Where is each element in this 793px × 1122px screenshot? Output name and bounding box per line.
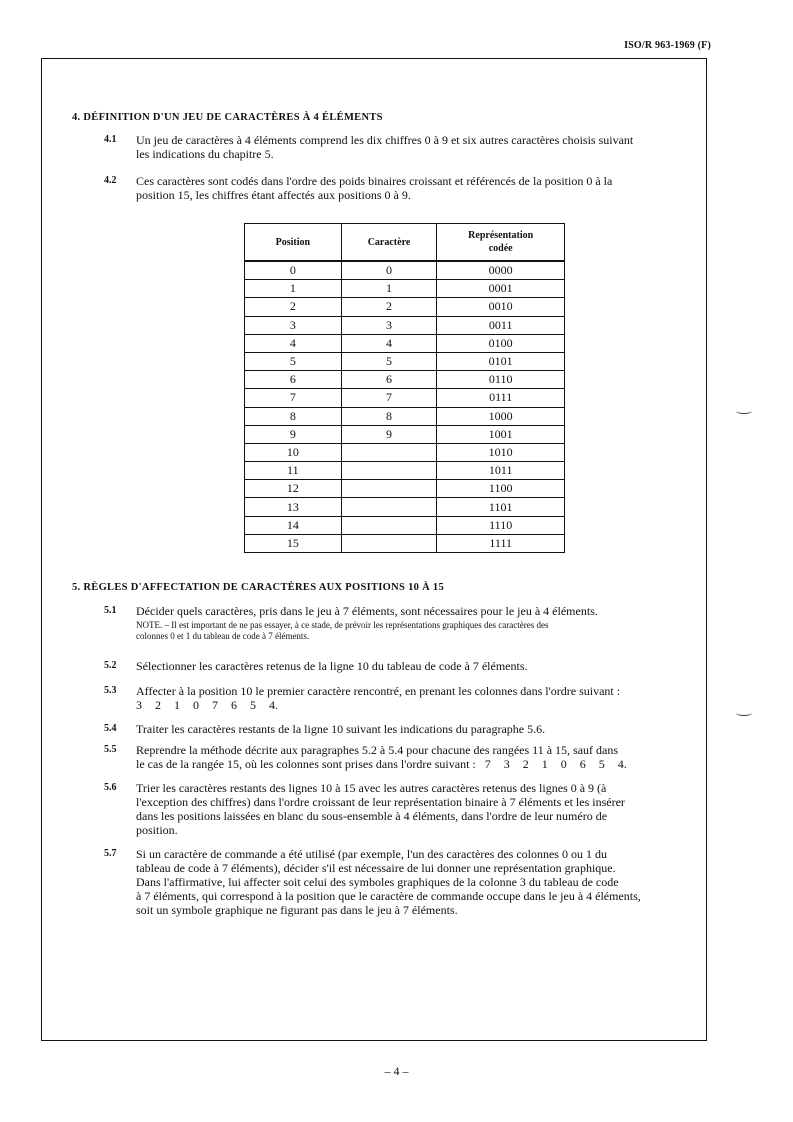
coded-representation-cell: 1001 [437, 425, 565, 443]
coded-representation-cell: 1010 [437, 443, 565, 461]
character-cell: 7 [341, 389, 437, 407]
paragraph-number: 5.6 [104, 782, 117, 793]
table-row [245, 280, 565, 298]
paragraph-5-5 [104, 743, 684, 771]
text-line: Traiter les caractères restants de la ligne 10 suivant les indications du paragraphe 5.6. [136, 722, 546, 736]
coded-representation-cell: 0000 [437, 261, 565, 280]
paragraph-5-7 [104, 847, 684, 917]
position-cell: 2 [245, 298, 342, 316]
column-header-coded-representation: Représentation codée [437, 224, 565, 262]
paragraph-number: 5.1 [104, 605, 117, 616]
margin-mark [736, 710, 752, 716]
note-line: NOTE. – Il est important de ne pas essayer, à ce stade, de prévoir les représentations graphiques des caractères des [136, 620, 549, 630]
character-cell: 6 [341, 371, 437, 389]
character-cell [341, 443, 437, 461]
character-cell [341, 498, 437, 516]
position-cell: 0 [245, 261, 342, 280]
paragraph-5-1 [104, 604, 684, 642]
table-row [245, 316, 565, 334]
paragraph-5-4 [104, 722, 684, 736]
table-row [245, 389, 565, 407]
margin-mark [736, 408, 752, 414]
position-cell: 7 [245, 389, 342, 407]
position-cell: 13 [245, 498, 342, 516]
text-line: dans les positions laissées en blanc du sous-ensemble à 4 éléments, dans l'ordre de leur numéro de [136, 809, 608, 823]
position-cell: 9 [245, 425, 342, 443]
paragraph-4-2 [104, 174, 684, 202]
column-order-sequence: 7 3 2 1 0 6 5 4. [484, 757, 627, 771]
position-cell: 4 [245, 334, 342, 352]
paragraph-number: 5.7 [104, 848, 117, 859]
character-cell: 8 [341, 407, 437, 425]
paragraph-number: 5.4 [104, 723, 117, 734]
text-line: Sélectionner les caractères retenus de la ligne 10 du tableau de code à 7 éléments. [136, 659, 528, 673]
paragraph-number: 4.1 [104, 134, 117, 145]
text-line: Si un caractère de commande a été utilisé (par exemple, l'un des caractères des colonnes 0 ou 1 du [136, 847, 607, 861]
coded-representation-cell: 0010 [437, 298, 565, 316]
position-cell: 6 [245, 371, 342, 389]
paragraph-number: 5.2 [104, 660, 117, 671]
text-line: soit un symbole graphique ne figurant pas dans le jeu à 7 éléments. [136, 903, 458, 917]
text-line: Ces caractères sont codés dans l'ordre des poids binaires croissant et référencés de la position 0 à la [136, 174, 613, 188]
paragraph-number: 4.2 [104, 175, 117, 186]
coded-representation-cell: 0001 [437, 280, 565, 298]
position-cell: 3 [245, 316, 342, 334]
paragraph-5-6 [104, 781, 684, 837]
table-row [245, 443, 565, 461]
section-5-title: 5. RÈGLES D'AFFECTATION DE CARACTÈRES AUX POSITIONS 10 À 15 [72, 582, 445, 593]
position-cell: 11 [245, 462, 342, 480]
text-line: position 15, les chiffres étant affectés aux positions 0 à 9. [136, 188, 411, 202]
table-row [245, 480, 565, 498]
character-cell: 0 [341, 261, 437, 280]
coded-representation-cell: 1110 [437, 516, 565, 534]
position-cell: 10 [245, 443, 342, 461]
table-row [245, 534, 565, 552]
table-row [245, 462, 565, 480]
page-number: – 4 – [384, 1064, 409, 1078]
paragraph-number: 5.5 [104, 744, 117, 755]
paragraph-5-3 [104, 684, 684, 712]
table-row [245, 261, 565, 280]
table-row [245, 352, 565, 370]
text-line: à 7 éléments, qui correspond à la position que le caractère de commande occupe dans le jeu à 4 éléments, [136, 889, 641, 903]
text-line: tableau de code à 7 éléments), décider s'il est nécessaire de lui donner une représentation graphique. [136, 861, 616, 875]
table-row [245, 371, 565, 389]
table-row [245, 516, 565, 534]
position-cell: 14 [245, 516, 342, 534]
text-line: Affecter à la position 10 le premier caractère rencontré, en prenant les colonnes dans l'ordre suivant : [136, 684, 621, 698]
coded-representation-cell: 1101 [437, 498, 565, 516]
text-line: Trier les caractères restants des lignes 10 à 15 avec les autres caractères retenus des lignes 0 à 9 (à [136, 781, 607, 795]
coded-representation-cell: 0101 [437, 352, 565, 370]
coded-representation-cell: 0011 [437, 316, 565, 334]
character-cell [341, 516, 437, 534]
character-cell [341, 534, 437, 552]
coded-representation-cell: 0100 [437, 334, 565, 352]
character-cell: 1 [341, 280, 437, 298]
character-cell [341, 480, 437, 498]
paragraph-5-2 [104, 659, 684, 673]
position-cell: 5 [245, 352, 342, 370]
section-4-title: 4. DÉFINITION D'UN JEU DE CARACTÈRES À 4 ÉLÉMENTS [72, 112, 383, 123]
coded-representation-cell: 1011 [437, 462, 565, 480]
table-row [245, 425, 565, 443]
text-line: l'exception des chiffres) dans l'ordre croissant de leur représentation binaire à 7 éléments et les insérer [136, 795, 625, 809]
table-row [245, 498, 565, 516]
character-cell: 4 [341, 334, 437, 352]
character-cell: 5 [341, 352, 437, 370]
text-line: Reprendre la méthode décrite aux paragraphes 5.2 à 5.4 pour chacune des rangées 11 à 15, sauf dans [136, 743, 619, 757]
text-fragment: le cas de la rangée 15, où les colonnes sont prises dans l'ordre suivant : [136, 757, 476, 771]
coded-representation-cell: 0111 [437, 389, 565, 407]
column-order-sequence: 3 2 1 0 7 6 5 4. [136, 698, 278, 712]
code-table [244, 223, 565, 553]
column-header-position: Position [245, 224, 342, 262]
position-cell: 12 [245, 480, 342, 498]
text-line: Décider quels caractères, pris dans le jeu à 7 éléments, sont nécessaires pour le jeu à 4 éléments. [136, 604, 598, 618]
text-line [136, 757, 684, 771]
paragraph-4-1 [104, 133, 684, 161]
paragraph-number: 5.3 [104, 685, 117, 696]
position-cell: 15 [245, 534, 342, 552]
character-cell: 2 [341, 298, 437, 316]
character-cell [341, 462, 437, 480]
text-line: Dans l'affirmative, lui affecter soit celui des symboles graphiques de la colonne 3 du tableau de code [136, 875, 619, 889]
text-line: position. [136, 823, 178, 837]
position-cell: 8 [245, 407, 342, 425]
character-cell: 3 [341, 316, 437, 334]
position-cell: 1 [245, 280, 342, 298]
table-row [245, 298, 565, 316]
document-code: ISO/R 963-1969 (F) [624, 40, 711, 51]
text-line: les indications du chapitre 5. [136, 147, 274, 161]
column-header-character: Caractère [341, 224, 437, 262]
note-line: colonnes 0 et 1 du tableau de code à 7 éléments. [136, 631, 310, 641]
table-row [245, 407, 565, 425]
character-cell: 9 [341, 425, 437, 443]
note [136, 620, 684, 642]
table-row [245, 334, 565, 352]
coded-representation-cell: 1111 [437, 534, 565, 552]
coded-representation-cell: 1100 [437, 480, 565, 498]
coded-representation-cell: 1000 [437, 407, 565, 425]
table-body [245, 261, 565, 553]
coded-representation-cell: 0110 [437, 371, 565, 389]
text-line: Un jeu de caractères à 4 éléments comprend les dix chiffres 0 à 9 et six autres caractères choisis suivant [136, 133, 634, 147]
